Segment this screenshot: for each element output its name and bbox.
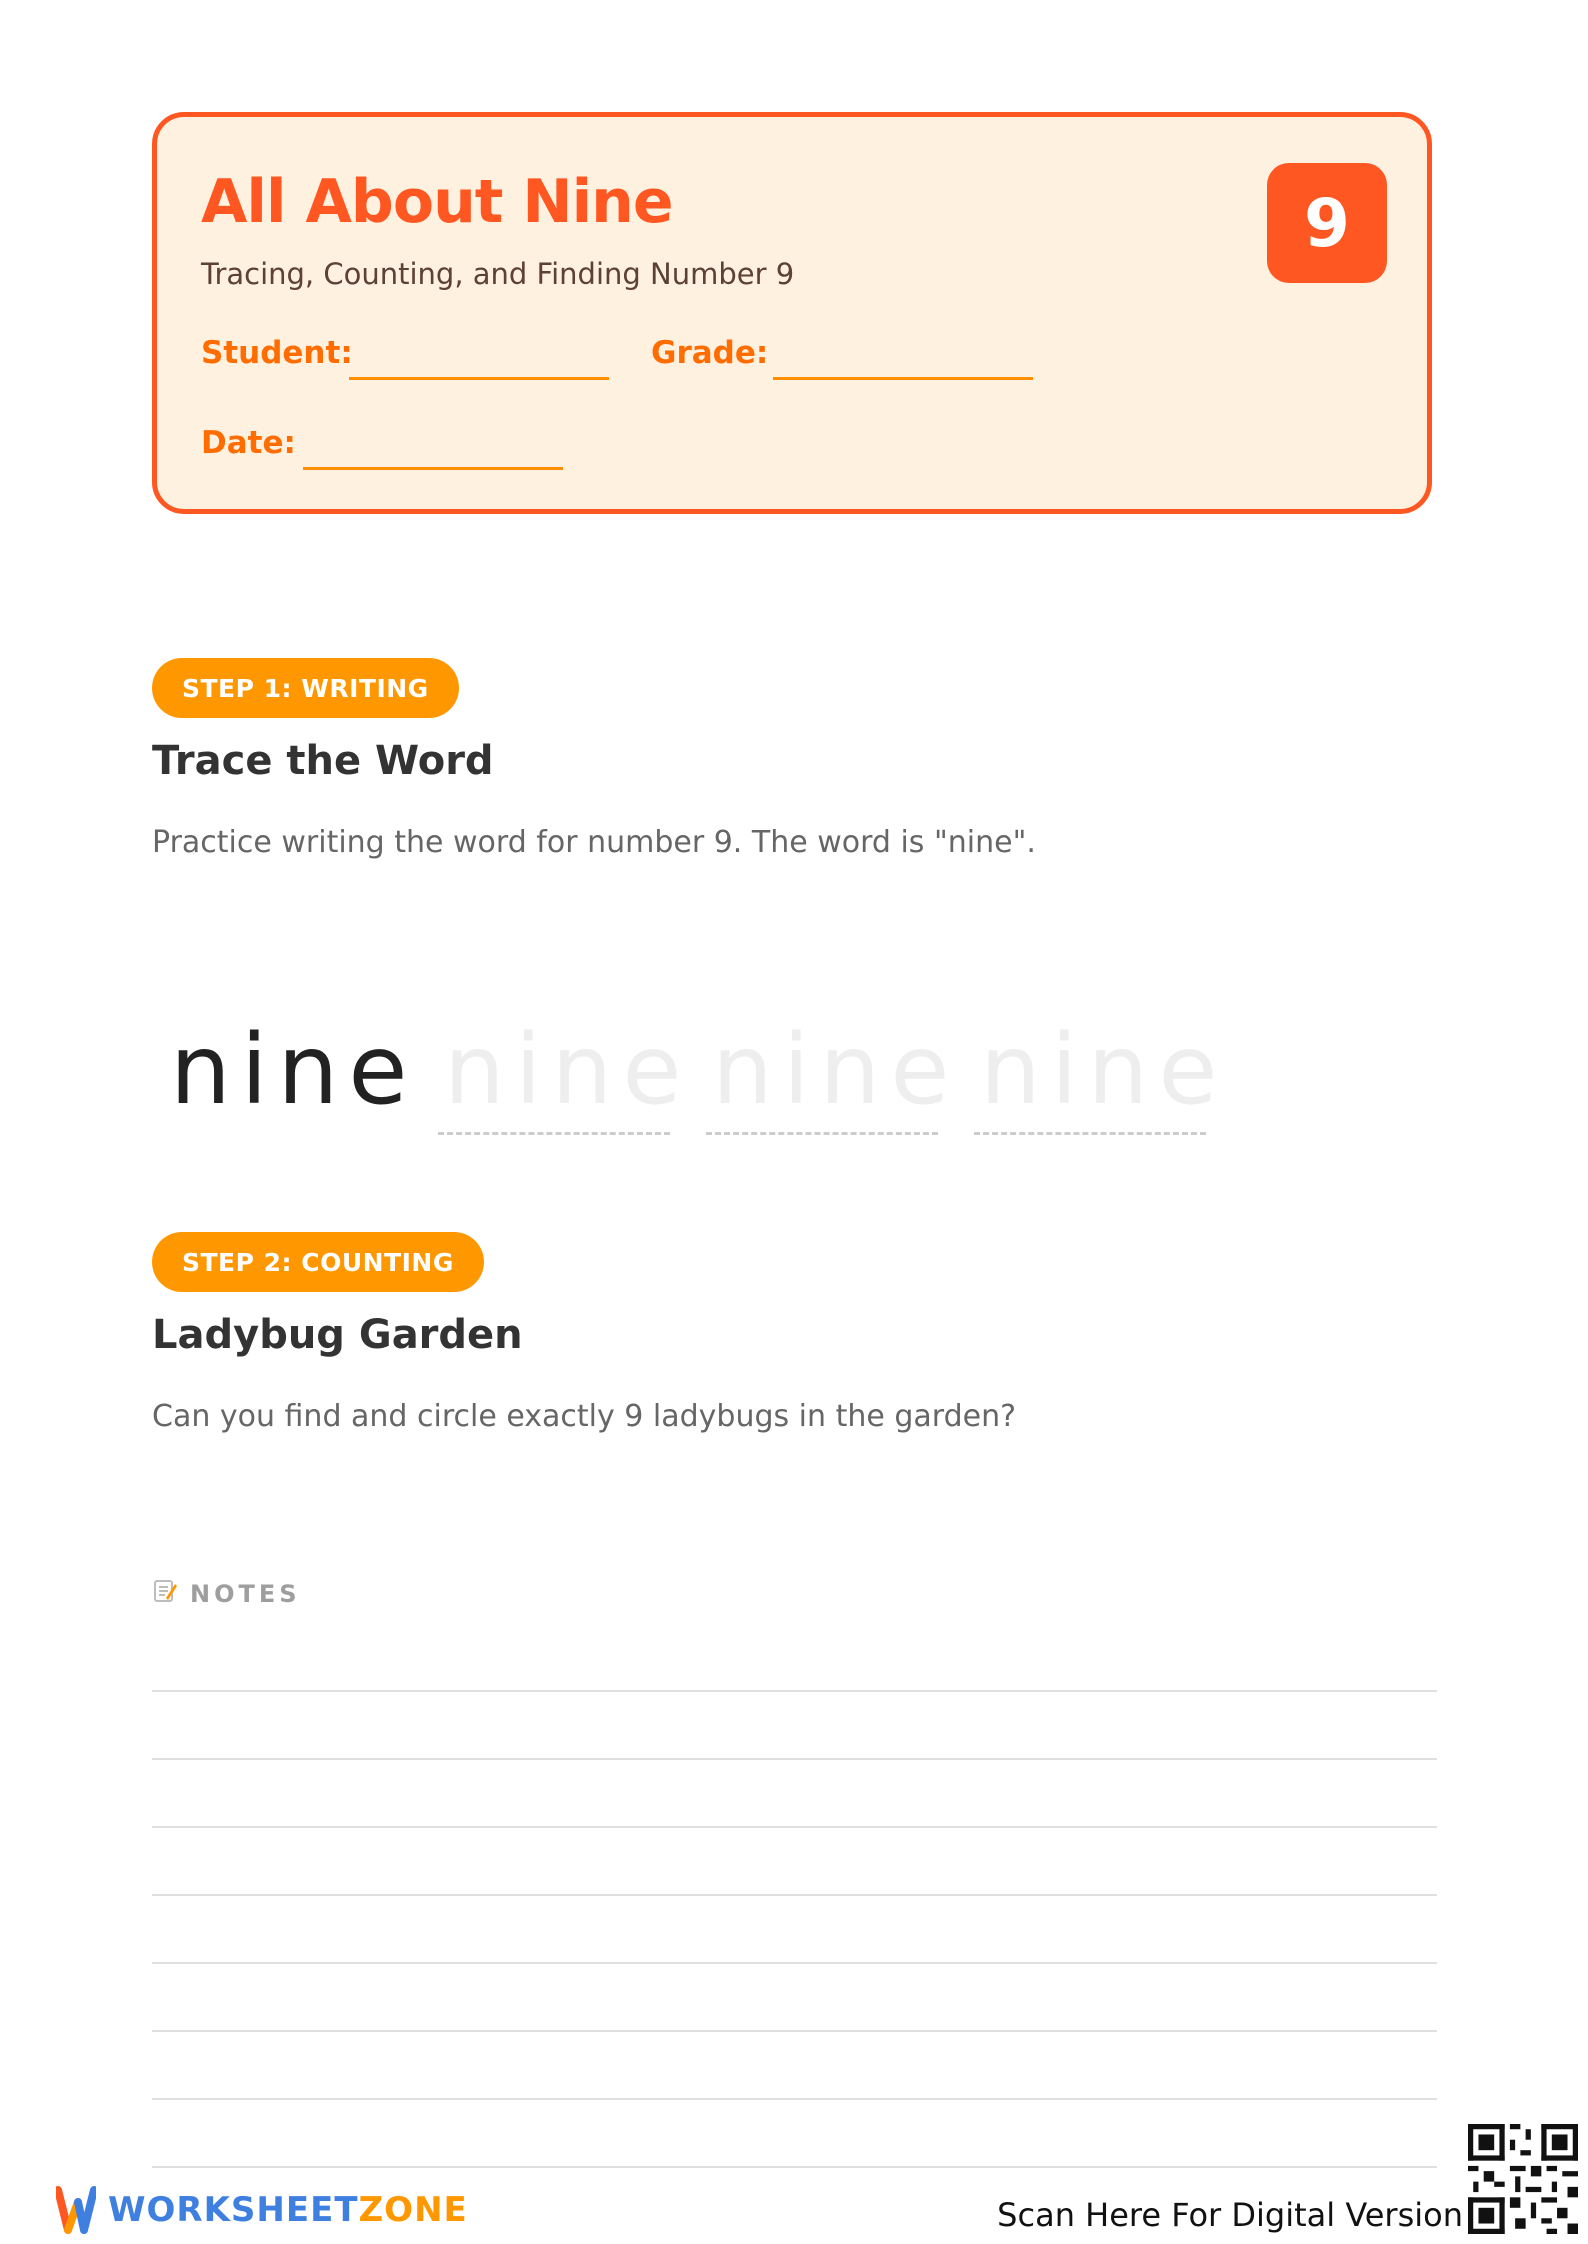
step2-instruction: Can you find and circle exactly 9 ladybugs in the garden? [152,1399,1017,1434]
model-word: nine [170,1014,418,1126]
trace-word-text: nine [712,1014,960,1126]
student-field[interactable] [349,377,609,380]
notes-line[interactable] [152,1962,1437,1964]
scan-caption: Scan Here For Digital Version [997,2196,1463,2234]
trace-word-2[interactable] [706,1014,960,1135]
date-field[interactable] [303,467,563,470]
qr-code-icon[interactable] [1468,2124,1578,2234]
notes-line[interactable] [152,1690,1437,1692]
step2-pill: STEP 2: COUNTING [152,1232,484,1292]
trace-word-text: nine [444,1014,692,1126]
grade-label: Grade: [651,335,769,371]
page-title: All About Nine [201,167,673,237]
notes-header [152,1578,301,1610]
notes-line[interactable] [152,2166,1437,2168]
notes-label: NOTES [190,1580,301,1608]
trace-baseline [438,1132,670,1135]
step1-title: Trace the Word [152,738,494,784]
trace-word-3[interactable] [974,1014,1228,1135]
brand-wordmark: WORKSHEETZONE [108,2190,468,2230]
grade-field[interactable] [773,377,1033,380]
date-label: Date: [201,425,296,461]
notes-line[interactable] [152,2098,1437,2100]
memo-icon [152,1578,178,1610]
student-label: Student: [201,335,353,371]
step2-title: Ladybug Garden [152,1312,523,1358]
header-card [152,112,1432,514]
brand-logo[interactable] [56,2180,468,2240]
brand-mark-icon [56,2180,96,2240]
notes-line[interactable] [152,1894,1437,1896]
page-subtitle: Tracing, Counting, and Finding Number 9 [201,257,795,291]
notes-line[interactable] [152,1826,1437,1828]
step1-instruction: Practice writing the word for number 9. The word is "nine". [152,825,1036,860]
trace-baseline [974,1132,1206,1135]
notes-line[interactable] [152,1758,1437,1760]
trace-word-text: nine [980,1014,1228,1126]
step1-pill: STEP 1: WRITING [152,658,459,718]
notes-line[interactable] [152,2030,1437,2032]
trace-baseline [706,1132,938,1135]
trace-word-1[interactable] [438,1014,692,1135]
number-badge: 9 [1267,163,1387,283]
